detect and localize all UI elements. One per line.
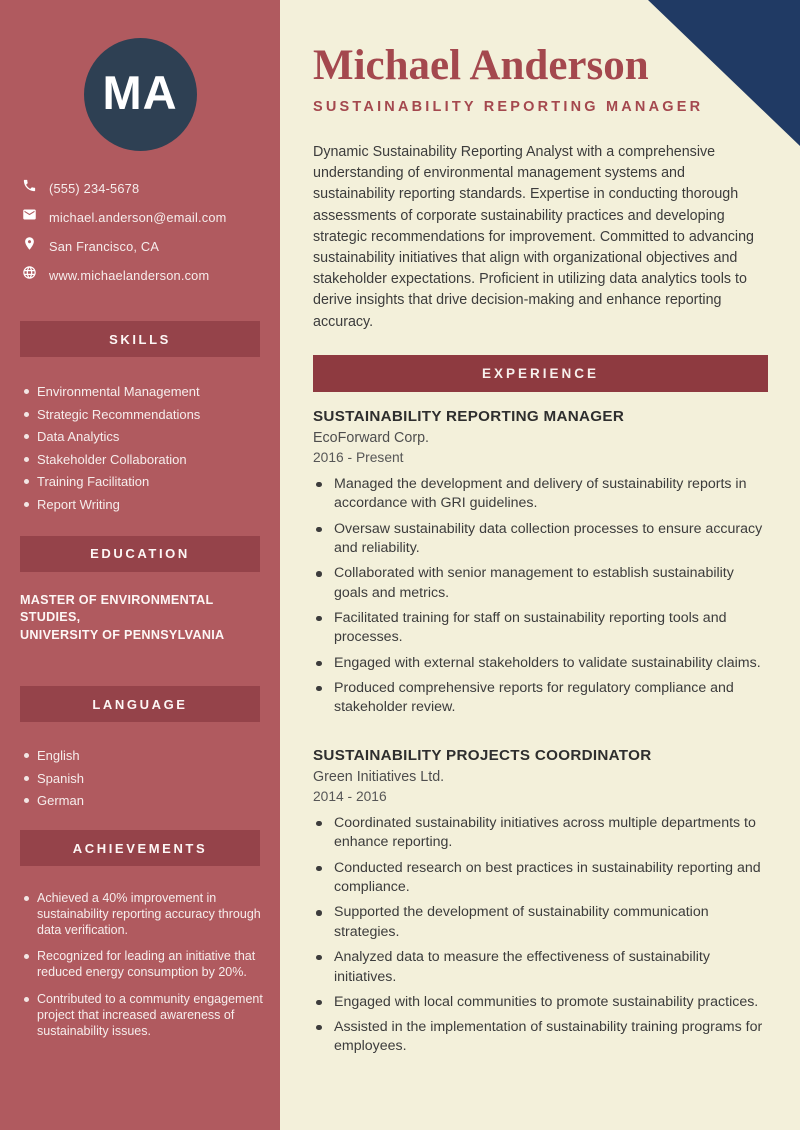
- phone-icon: [22, 178, 37, 198]
- sidebar: [0, 0, 280, 1130]
- job-dates: 2016 - Present: [313, 449, 404, 465]
- job-bullet: Supported the development of sustainability communication strategies.: [313, 903, 768, 942]
- main-column: [280, 0, 800, 1130]
- achievement-item: Achieved a 40% improvement in sustainability reporting accuracy through data verification.: [24, 891, 266, 938]
- job-bullet-list: [313, 814, 768, 1057]
- contact-email-row: [22, 209, 280, 225]
- skill-item: Strategic Recommendations: [24, 408, 266, 421]
- language-item: German: [24, 794, 266, 807]
- job-bullet: Analyzed data to measure the effectiveness of sustainability initiatives.: [313, 948, 768, 987]
- job-bullet: Managed the development and delivery of sustainability reports in accordance with GRI guidelines.: [313, 475, 768, 514]
- job-entry: [313, 747, 768, 1057]
- language-item: English: [24, 749, 266, 762]
- skills-title: SKILLS: [109, 331, 171, 347]
- education-section-header: [20, 536, 260, 572]
- contact-website-row: [22, 267, 280, 283]
- experience-section-header: [313, 355, 768, 392]
- education-title: EDUCATION: [90, 546, 190, 561]
- skill-item: Training Facilitation: [24, 475, 266, 488]
- job-entry: [313, 408, 768, 718]
- skills-list: [0, 357, 280, 511]
- job-bullet: Coordinated sustainability initiatives across multiple departments to enhance reporting.: [313, 814, 768, 853]
- email-icon: [22, 207, 37, 227]
- person-name: Michael Anderson: [313, 42, 649, 89]
- job-dates: 2014 - 2016: [313, 788, 387, 804]
- skills-section-header: [20, 321, 260, 357]
- job-bullet: Facilitated training for staff on sustainability reporting tools and processes.: [313, 609, 768, 648]
- job-bullet: Engaged with local communities to promote sustainability practices.: [313, 993, 768, 1013]
- degree-line: UNIVERSITY OF PENNSYLVANIA: [20, 627, 225, 642]
- language-item: Spanish: [24, 772, 266, 785]
- email-address: michael.anderson@email.com: [49, 209, 227, 225]
- experience-title: EXPERIENCE: [481, 365, 600, 381]
- skill-item: Stakeholder Collaboration: [24, 453, 266, 466]
- professional-summary: Dynamic Sustainability Reporting Analyst with a comprehensive understanding of environmental management systems and sustainability reporting standards. Expertise in conducting thorough assessments of corporate sustainability practices and developing strategic recommendations for improvement. Committed to advancing sustainability initiatives that align with organizational objectives and stakeholder expectations. Proficient in utilizing data analytics tools to derive insights that drive decision-making and enhance reporting accuracy.: [313, 144, 755, 330]
- job-bullet: Oversaw sustainability data collection processes to ensure accuracy and reliability.: [313, 520, 768, 559]
- language-title: LANGUAGE: [92, 696, 188, 712]
- job-bullet: Engaged with external stakeholders to validate sustainability claims.: [313, 654, 768, 674]
- job-bullet: Conducted research on best practices in sustainability reporting and compliance.: [313, 859, 768, 898]
- job-company: Green Initiatives Ltd.: [313, 768, 445, 785]
- contact-phone-row: [22, 180, 280, 196]
- job-company: EcoForward Corp.: [313, 429, 430, 446]
- achievements-section-header: [20, 830, 260, 866]
- job-role: SUSTAINABILITY REPORTING MANAGER: [313, 407, 625, 425]
- skill-item: Data Analytics: [24, 430, 266, 443]
- degree-line: MASTER OF ENVIRONMENTAL STUDIES,: [20, 592, 214, 624]
- contact-info: [22, 180, 280, 283]
- job-bullet: Assisted in the implementation of sustainability training programs for employees.: [313, 1018, 768, 1057]
- job-bullet: Collaborated with senior management to establish sustainability goals and metrics.: [313, 564, 768, 603]
- contact-location-row: [22, 238, 280, 254]
- location-text: San Francisco, CA: [49, 238, 160, 254]
- language-list: [0, 722, 280, 807]
- location-pin-icon: [22, 236, 37, 256]
- achievements-title: ACHIEVEMENTS: [72, 840, 208, 856]
- avatar-initials: MA: [102, 66, 178, 119]
- avatar: [84, 38, 197, 151]
- job-bullet-list: [313, 475, 768, 718]
- phone-number: (555) 234-5678: [49, 180, 140, 196]
- achievement-item: Contributed to a community engagement project that increased awareness of sustainability issues.: [24, 992, 266, 1039]
- education-degree: [20, 592, 260, 645]
- achievements-list: [0, 866, 280, 1039]
- achievement-item: Recognized for leading an initiative that reduced energy consumption by 20%.: [24, 949, 266, 981]
- website-url: www.michaelanderson.com: [49, 267, 210, 283]
- language-section-header: [20, 686, 260, 722]
- job-bullet: Produced comprehensive reports for regulatory compliance and stakeholder review.: [313, 679, 768, 718]
- job-role: SUSTAINABILITY PROJECTS COORDINATOR: [313, 746, 652, 764]
- skill-item: Report Writing: [24, 498, 266, 511]
- globe-icon: [22, 265, 37, 285]
- person-job-title: SUSTAINABILITY REPORTING MANAGER: [313, 99, 704, 115]
- skill-item: Environmental Management: [24, 385, 266, 398]
